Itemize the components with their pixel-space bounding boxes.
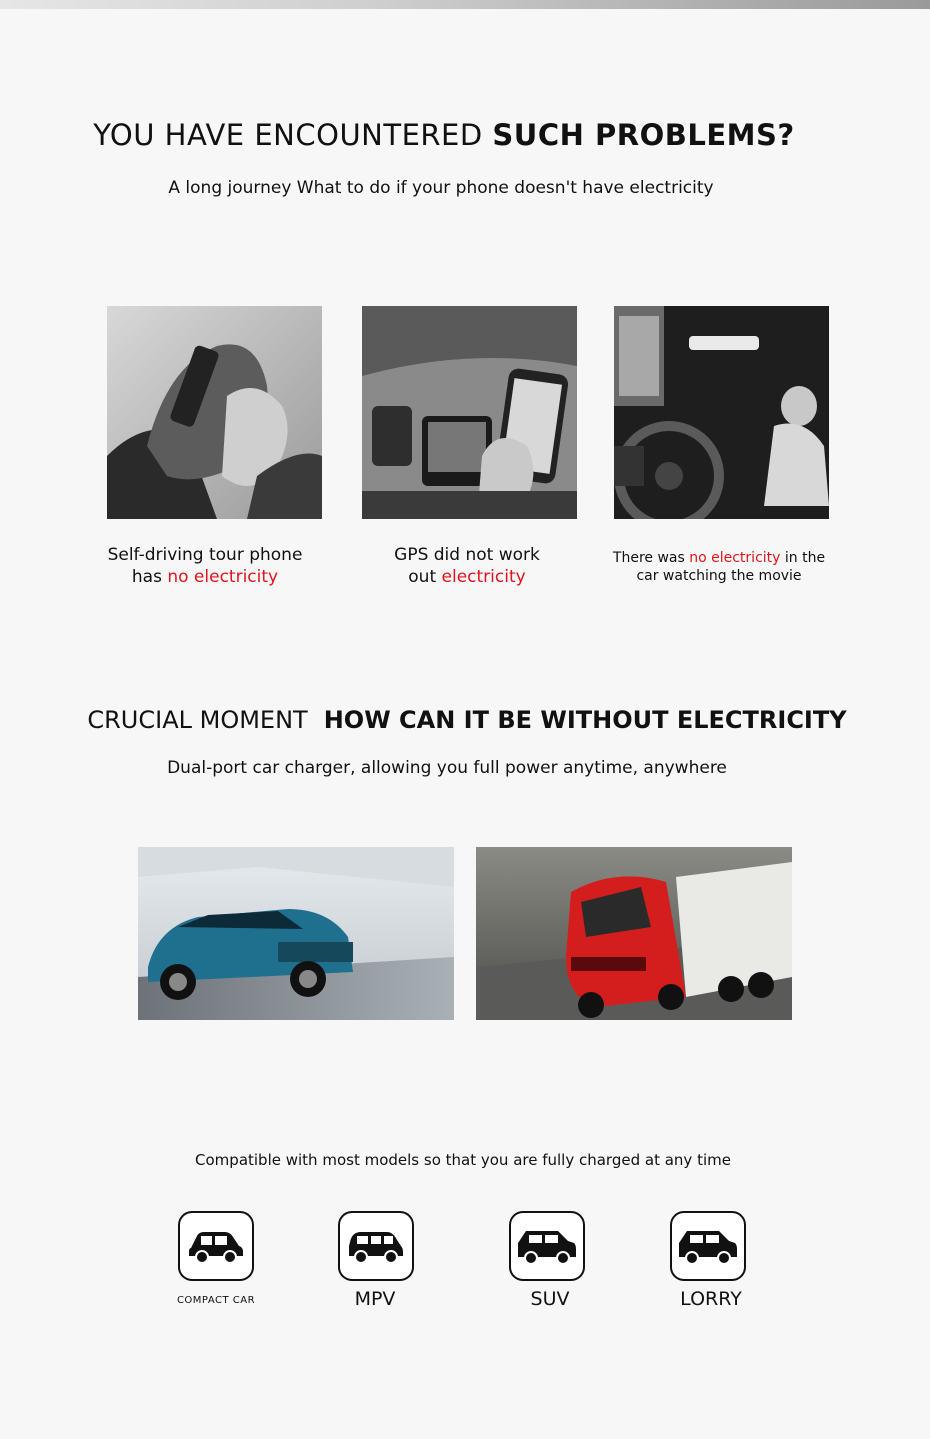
mpv-icon: [338, 1211, 414, 1281]
label-lorry: LORRY: [680, 1288, 742, 1310]
suv-icon: [509, 1211, 585, 1281]
section2-title: CRUCIAL MOMENT HOW CAN IT BE WITHOUT ELECTRICITY: [87, 706, 847, 734]
compact-car-icon: [178, 1211, 254, 1281]
label-compact-car: COMPACT CAR: [176, 1295, 256, 1306]
caption-movie: There was no electricity in the car watching the movie: [612, 550, 826, 584]
caption-gps: GPS did not work out electricity: [394, 545, 540, 587]
label-mpv: MPV: [354, 1288, 396, 1310]
top-gradient-bar: [0, 0, 930, 9]
lorry-icon: [670, 1211, 746, 1281]
section1-title: YOU HAVE ENCOUNTERED SUCH PROBLEMS?: [93, 118, 795, 152]
photo-gps-phone: [362, 306, 577, 519]
label-suv: SUV: [530, 1288, 570, 1310]
photo-man-on-phone: [107, 306, 322, 519]
section2-subtitle: Dual-port car charger, allowing you full power anytime, anywhere: [167, 758, 727, 778]
photo-blue-suv: [138, 847, 454, 1020]
photo-red-truck: [476, 847, 792, 1020]
section1-subtitle: A long journey What to do if your phone doesn't have electricity: [168, 178, 714, 198]
compatibility-text: Compatible with most models so that you are fully charged at any time: [195, 1151, 731, 1169]
caption-self-driving: Self-driving tour phone has no electricity: [107, 545, 303, 587]
photo-car-movie: [614, 306, 829, 519]
